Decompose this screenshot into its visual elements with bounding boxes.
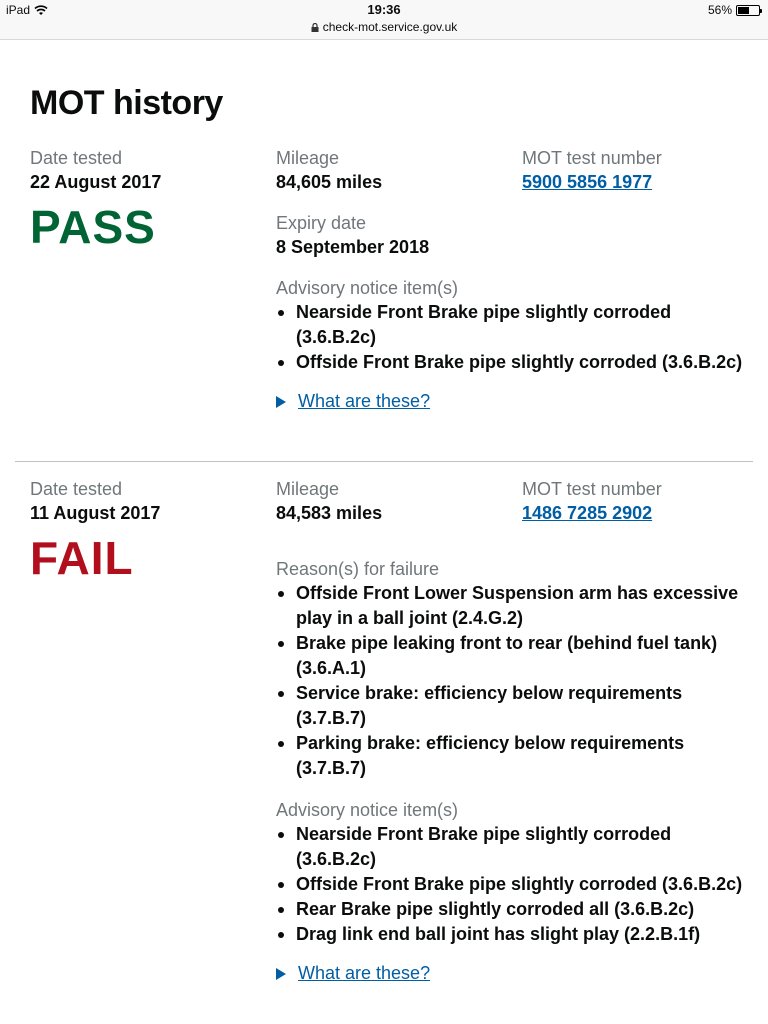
test-number-label: MOT test number — [522, 148, 662, 168]
list-item: Service brake: efficiency below requirements (3.7.B.7) — [276, 681, 746, 731]
url-text: check-mot.service.gov.uk — [322, 20, 458, 34]
list-item: Brake pipe leaking front to rear (behind fuel tank) (3.6.A.1) — [276, 631, 746, 681]
what-are-these-toggle[interactable] — [276, 963, 746, 984]
advisory-label: Advisory notice item(s) — [276, 800, 459, 820]
test-number-link[interactable]: 5900 5856 1977 — [522, 172, 653, 192]
lock-icon — [311, 23, 319, 32]
disclosure-triangle-icon — [276, 396, 286, 408]
what-are-these-link[interactable]: What are these? — [298, 963, 431, 983]
test-number-label: MOT test number — [522, 479, 662, 499]
expiry-date-value: 8 September 2018 — [276, 237, 430, 257]
list-item: Offside Front Lower Suspension arm has excessive play in a ball joint (2.4.G.2) — [276, 581, 746, 631]
device-name: iPad — [6, 3, 31, 17]
advisory-list — [276, 300, 746, 375]
battery-indicator — [708, 3, 760, 17]
date-tested-label: Date tested — [30, 148, 123, 168]
page-title: MOT history — [30, 84, 223, 122]
list-item: Rear Brake pipe slightly corroded all (3.6.B.2c) — [276, 897, 746, 922]
list-item: Nearside Front Brake pipe slightly corroded (3.6.B.2c) — [276, 300, 746, 350]
list-item: Offside Front Brake pipe slightly corroded (3.6.B.2c) — [276, 872, 746, 897]
what-are-these-link[interactable]: What are these? — [298, 391, 431, 411]
battery-fill — [738, 7, 749, 14]
list-item: Nearside Front Brake pipe slightly corroded (3.6.B.2c) — [276, 822, 746, 872]
mileage-value: 84,605 miles — [276, 172, 383, 192]
date-tested-value: 11 August 2017 — [30, 503, 161, 523]
what-are-these-toggle[interactable] — [276, 391, 746, 412]
mileage-label: Mileage — [276, 148, 340, 168]
list-item: Drag link end ball joint has slight play (2.2.B.1f) — [276, 922, 746, 947]
clock: 19:36 — [367, 2, 401, 17]
date-tested-value: 22 August 2017 — [30, 172, 162, 192]
browser-status-bar — [0, 0, 768, 40]
result-pass-badge: PASS — [30, 201, 156, 253]
result-fail-badge: FAIL — [30, 532, 134, 584]
record-divider — [15, 461, 753, 462]
list-item: Offside Front Brake pipe slightly corroded (3.6.B.2c) — [276, 350, 746, 375]
advisory-label: Advisory notice item(s) — [276, 278, 459, 298]
failure-list — [276, 581, 746, 781]
date-tested-label: Date tested — [30, 479, 123, 499]
test-number-link[interactable]: 1486 7285 2902 — [522, 503, 653, 523]
failure-reasons-label: Reason(s) for failure — [276, 559, 440, 579]
list-item: Parking brake: efficiency below requirements (3.7.B.7) — [276, 731, 746, 781]
advisory-list — [276, 822, 746, 947]
mileage-value: 84,583 miles — [276, 503, 383, 523]
mileage-label: Mileage — [276, 479, 340, 499]
battery-icon — [736, 5, 760, 16]
address-bar[interactable] — [0, 20, 768, 34]
expiry-date-label: Expiry date — [276, 213, 367, 233]
battery-percent: 56% — [707, 3, 732, 17]
disclosure-triangle-icon — [276, 968, 286, 980]
